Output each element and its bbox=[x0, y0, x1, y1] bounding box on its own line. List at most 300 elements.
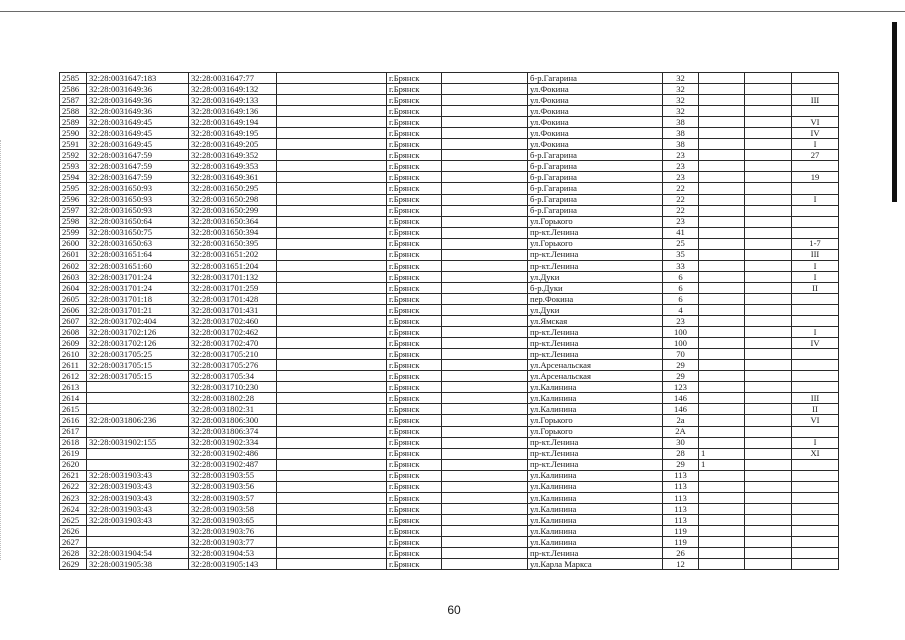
parent-cadastral-number: 32:28:0031651:60 bbox=[87, 260, 189, 271]
empty-cell bbox=[442, 227, 528, 238]
parent-cadastral-number: 32:28:0031650:93 bbox=[87, 183, 189, 194]
empty-cell bbox=[745, 481, 792, 492]
row-number: 2625 bbox=[60, 514, 87, 525]
street-cell: б-р.Гагарина bbox=[528, 194, 663, 205]
empty-cell bbox=[277, 459, 387, 470]
house-number-cell: 33 bbox=[663, 260, 699, 271]
parent-cadastral-number: 32:28:0031647:59 bbox=[87, 150, 189, 161]
empty-cell bbox=[442, 84, 528, 95]
empty-cell bbox=[277, 95, 387, 106]
building-cell bbox=[699, 393, 745, 404]
empty-cell bbox=[745, 95, 792, 106]
building-cell bbox=[699, 304, 745, 315]
building-cell bbox=[699, 481, 745, 492]
cadastral-number: 32:28:0031649:352 bbox=[189, 150, 277, 161]
cadastral-number: 32:28:0031903:57 bbox=[189, 492, 277, 503]
parent-cadastral-number: 32:28:0031649:36 bbox=[87, 106, 189, 117]
city-cell: г.Брянск bbox=[387, 150, 442, 161]
parent-cadastral-number: 32:28:0031649:36 bbox=[87, 84, 189, 95]
city-cell: г.Брянск bbox=[387, 271, 442, 282]
row-number: 2599 bbox=[60, 227, 87, 238]
table-row bbox=[60, 316, 839, 327]
city-cell: г.Брянск bbox=[387, 249, 442, 260]
street-cell: ул.Ямская bbox=[528, 316, 663, 327]
premises-cell bbox=[792, 106, 839, 117]
street-cell: ул.Фокина bbox=[528, 84, 663, 95]
city-cell: г.Брянск bbox=[387, 95, 442, 106]
empty-cell bbox=[745, 139, 792, 150]
premises-cell: VI bbox=[792, 117, 839, 128]
empty-cell bbox=[442, 426, 528, 437]
street-cell: ул.Арсенальская bbox=[528, 360, 663, 371]
city-cell: г.Брянск bbox=[387, 349, 442, 360]
empty-cell bbox=[277, 349, 387, 360]
empty-cell bbox=[442, 117, 528, 128]
empty-cell bbox=[277, 338, 387, 349]
row-number: 2619 bbox=[60, 448, 87, 459]
empty-cell bbox=[277, 161, 387, 172]
parent-cadastral-number: 32:28:0031649:36 bbox=[87, 95, 189, 106]
premises-cell: 27 bbox=[792, 150, 839, 161]
city-cell: г.Брянск bbox=[387, 459, 442, 470]
premises-cell bbox=[792, 360, 839, 371]
street-cell: пр-кт.Ленина bbox=[528, 437, 663, 448]
premises-cell bbox=[792, 349, 839, 360]
table-row bbox=[60, 238, 839, 249]
row-number: 2590 bbox=[60, 128, 87, 139]
house-number-cell: 32 bbox=[663, 84, 699, 95]
building-cell bbox=[699, 316, 745, 327]
street-cell: ул.Арсенальская bbox=[528, 371, 663, 382]
empty-cell bbox=[277, 514, 387, 525]
premises-cell: III bbox=[792, 249, 839, 260]
parent-cadastral-number: 32:28:0031702:404 bbox=[87, 316, 189, 327]
street-cell: б-р.Гагарина bbox=[528, 73, 663, 84]
house-number-cell: 32 bbox=[663, 95, 699, 106]
empty-cell bbox=[442, 470, 528, 481]
empty-cell bbox=[442, 448, 528, 459]
empty-cell bbox=[745, 338, 792, 349]
building-cell bbox=[699, 548, 745, 559]
empty-cell bbox=[745, 514, 792, 525]
scan-edge-mark bbox=[892, 22, 897, 202]
city-cell: г.Брянск bbox=[387, 194, 442, 205]
building-cell bbox=[699, 382, 745, 393]
house-number-cell: 38 bbox=[663, 117, 699, 128]
empty-cell bbox=[442, 183, 528, 194]
city-cell: г.Брянск bbox=[387, 216, 442, 227]
row-number: 2598 bbox=[60, 216, 87, 227]
city-cell: г.Брянск bbox=[387, 525, 442, 536]
city-cell: г.Брянск bbox=[387, 360, 442, 371]
row-number: 2629 bbox=[60, 559, 87, 570]
empty-cell bbox=[277, 470, 387, 481]
parent-cadastral-number: 32:28:0031903:43 bbox=[87, 492, 189, 503]
table-row bbox=[60, 139, 839, 150]
building-cell bbox=[699, 437, 745, 448]
street-cell: ул.Калинина bbox=[528, 514, 663, 525]
building-cell bbox=[699, 73, 745, 84]
empty-cell bbox=[442, 150, 528, 161]
cadastral-number: 32:28:0031647:77 bbox=[189, 73, 277, 84]
empty-cell bbox=[442, 293, 528, 304]
city-cell: г.Брянск bbox=[387, 293, 442, 304]
street-cell: б-р.Гагарина bbox=[528, 161, 663, 172]
empty-cell bbox=[745, 382, 792, 393]
city-cell: г.Брянск bbox=[387, 481, 442, 492]
cadastral-number: 32:28:0031650:394 bbox=[189, 227, 277, 238]
empty-cell bbox=[745, 172, 792, 183]
city-cell: г.Брянск bbox=[387, 536, 442, 547]
page-number: 60 bbox=[447, 603, 461, 617]
row-number: 2592 bbox=[60, 150, 87, 161]
house-number-cell: 6 bbox=[663, 271, 699, 282]
table-row bbox=[60, 503, 839, 514]
empty-cell bbox=[442, 172, 528, 183]
premises-cell: I bbox=[792, 327, 839, 338]
house-number-cell: 32 bbox=[663, 106, 699, 117]
premises-cell: I bbox=[792, 271, 839, 282]
street-cell: ул.Фокина bbox=[528, 117, 663, 128]
empty-cell bbox=[277, 249, 387, 260]
city-cell: г.Брянск bbox=[387, 238, 442, 249]
empty-cell bbox=[745, 448, 792, 459]
empty-cell bbox=[442, 492, 528, 503]
street-cell: ул.Калинина bbox=[528, 503, 663, 514]
city-cell: г.Брянск bbox=[387, 426, 442, 437]
table-row bbox=[60, 271, 839, 282]
cadastral-number: 32:28:0031702:460 bbox=[189, 316, 277, 327]
cadastral-number: 32:28:0031701:259 bbox=[189, 282, 277, 293]
city-cell: г.Брянск bbox=[387, 139, 442, 150]
house-number-cell: 6 bbox=[663, 293, 699, 304]
empty-cell bbox=[442, 106, 528, 117]
row-number: 2608 bbox=[60, 327, 87, 338]
premises-cell bbox=[792, 183, 839, 194]
parent-cadastral-number: 32:28:0031650:64 bbox=[87, 216, 189, 227]
street-cell: ул.Дуки bbox=[528, 304, 663, 315]
premises-cell bbox=[792, 84, 839, 95]
house-number-cell: 23 bbox=[663, 161, 699, 172]
empty-cell bbox=[745, 183, 792, 194]
house-number-cell: 113 bbox=[663, 514, 699, 525]
city-cell: г.Брянск bbox=[387, 183, 442, 194]
street-cell: б-р.Гагарина bbox=[528, 205, 663, 216]
building-cell bbox=[699, 525, 745, 536]
empty-cell bbox=[277, 227, 387, 238]
premises-cell bbox=[792, 205, 839, 216]
empty-cell bbox=[442, 371, 528, 382]
cadastral-number: 32:28:0031903:76 bbox=[189, 525, 277, 536]
row-number: 2586 bbox=[60, 84, 87, 95]
street-cell: ул.Карла Маркса bbox=[528, 559, 663, 570]
premises-cell: XI bbox=[792, 448, 839, 459]
empty-cell bbox=[745, 84, 792, 95]
street-cell: ул.Калинина bbox=[528, 393, 663, 404]
empty-cell bbox=[745, 349, 792, 360]
table-row bbox=[60, 470, 839, 481]
house-number-cell: 146 bbox=[663, 393, 699, 404]
empty-cell bbox=[277, 128, 387, 139]
empty-cell bbox=[277, 393, 387, 404]
house-number-cell: 6 bbox=[663, 282, 699, 293]
street-cell: ул.Калинина bbox=[528, 536, 663, 547]
building-cell bbox=[699, 470, 745, 481]
house-number-cell: 35 bbox=[663, 249, 699, 260]
empty-cell bbox=[277, 150, 387, 161]
street-cell: ул.Горького bbox=[528, 216, 663, 227]
scan-left-edge bbox=[0, 140, 3, 560]
cadastral-number: 32:28:0031650:395 bbox=[189, 238, 277, 249]
house-number-cell: 23 bbox=[663, 216, 699, 227]
building-cell bbox=[699, 327, 745, 338]
empty-cell bbox=[745, 548, 792, 559]
street-cell: пр-кт.Ленина bbox=[528, 227, 663, 238]
house-number-cell: 22 bbox=[663, 194, 699, 205]
empty-cell bbox=[745, 371, 792, 382]
city-cell: г.Брянск bbox=[387, 382, 442, 393]
street-cell: ул.Калинина bbox=[528, 404, 663, 415]
table-row bbox=[60, 282, 839, 293]
premises-cell: 1-7 bbox=[792, 238, 839, 249]
table-row bbox=[60, 106, 839, 117]
row-number: 2621 bbox=[60, 470, 87, 481]
cadastral-number: 32:28:0031701:428 bbox=[189, 293, 277, 304]
premises-cell: II bbox=[792, 282, 839, 293]
empty-cell bbox=[442, 415, 528, 426]
cadastral-number: 32:28:0031806:300 bbox=[189, 415, 277, 426]
empty-cell bbox=[745, 459, 792, 470]
city-cell: г.Брянск bbox=[387, 327, 442, 338]
building-cell: 1 bbox=[699, 459, 745, 470]
city-cell: г.Брянск bbox=[387, 404, 442, 415]
cadastral-number: 32:28:0031649:195 bbox=[189, 128, 277, 139]
empty-cell bbox=[745, 316, 792, 327]
building-cell bbox=[699, 172, 745, 183]
row-number: 2603 bbox=[60, 271, 87, 282]
building-cell bbox=[699, 84, 745, 95]
empty-cell bbox=[442, 282, 528, 293]
table-row bbox=[60, 304, 839, 315]
house-number-cell: 113 bbox=[663, 492, 699, 503]
table-row bbox=[60, 349, 839, 360]
table-row bbox=[60, 514, 839, 525]
city-cell: г.Брянск bbox=[387, 559, 442, 570]
house-number-cell: 29 bbox=[663, 360, 699, 371]
empty-cell bbox=[745, 117, 792, 128]
empty-cell bbox=[442, 260, 528, 271]
row-number: 2626 bbox=[60, 525, 87, 536]
house-number-cell: 26 bbox=[663, 548, 699, 559]
house-number-cell: 29 bbox=[663, 459, 699, 470]
building-cell bbox=[699, 139, 745, 150]
parent-cadastral-number: 32:28:0031903:43 bbox=[87, 503, 189, 514]
empty-cell bbox=[442, 349, 528, 360]
cadastral-number: 32:28:0031649:361 bbox=[189, 172, 277, 183]
house-number-cell: 29 bbox=[663, 371, 699, 382]
parent-cadastral-number bbox=[87, 536, 189, 547]
street-cell: пр-кт.Ленина bbox=[528, 249, 663, 260]
row-number: 2602 bbox=[60, 260, 87, 271]
table-row bbox=[60, 548, 839, 559]
city-cell: г.Брянск bbox=[387, 393, 442, 404]
empty-cell bbox=[745, 205, 792, 216]
register-rows bbox=[60, 73, 839, 570]
empty-cell bbox=[745, 194, 792, 205]
house-number-cell: 113 bbox=[663, 481, 699, 492]
premises-cell bbox=[792, 216, 839, 227]
cadastral-number: 32:28:0031903:58 bbox=[189, 503, 277, 514]
empty-cell bbox=[442, 271, 528, 282]
row-number: 2593 bbox=[60, 161, 87, 172]
city-cell: г.Брянск bbox=[387, 282, 442, 293]
empty-cell bbox=[277, 382, 387, 393]
cadastral-number: 32:28:0031903:65 bbox=[189, 514, 277, 525]
empty-cell bbox=[745, 393, 792, 404]
cadastral-number: 32:28:0031649:133 bbox=[189, 95, 277, 106]
premises-cell: IV bbox=[792, 338, 839, 349]
premises-cell: VI bbox=[792, 415, 839, 426]
empty-cell bbox=[277, 316, 387, 327]
empty-cell bbox=[745, 525, 792, 536]
building-cell bbox=[699, 260, 745, 271]
empty-cell bbox=[277, 106, 387, 117]
cadastral-number: 32:28:0031649:136 bbox=[189, 106, 277, 117]
empty-cell bbox=[442, 437, 528, 448]
cadastral-number: 32:28:0031802:31 bbox=[189, 404, 277, 415]
cadastral-number: 32:28:0031902:487 bbox=[189, 459, 277, 470]
parent-cadastral-number: 32:28:0031701:24 bbox=[87, 271, 189, 282]
parent-cadastral-number: 32:28:0031905:38 bbox=[87, 559, 189, 570]
empty-cell bbox=[277, 304, 387, 315]
empty-cell bbox=[277, 559, 387, 570]
empty-cell bbox=[277, 548, 387, 559]
house-number-cell: 38 bbox=[663, 139, 699, 150]
street-cell: ул.Калинина bbox=[528, 382, 663, 393]
empty-cell bbox=[277, 260, 387, 271]
table-row bbox=[60, 95, 839, 106]
cadastral-number: 32:28:0031702:462 bbox=[189, 327, 277, 338]
cadastral-number: 32:28:0031802:28 bbox=[189, 393, 277, 404]
row-number: 2612 bbox=[60, 371, 87, 382]
house-number-cell: 123 bbox=[663, 382, 699, 393]
city-cell: г.Брянск bbox=[387, 514, 442, 525]
street-cell: ул.Калинина bbox=[528, 525, 663, 536]
cadastral-number: 32:28:0031902:486 bbox=[189, 448, 277, 459]
parent-cadastral-number: 32:28:0031705:15 bbox=[87, 360, 189, 371]
empty-cell bbox=[277, 536, 387, 547]
street-cell: ул.Горького bbox=[528, 238, 663, 249]
building-cell: 1 bbox=[699, 448, 745, 459]
row-number: 2613 bbox=[60, 382, 87, 393]
street-cell: ул.Фокина bbox=[528, 128, 663, 139]
house-number-cell: 25 bbox=[663, 238, 699, 249]
city-cell: г.Брянск bbox=[387, 172, 442, 183]
building-cell bbox=[699, 205, 745, 216]
parent-cadastral-number bbox=[87, 426, 189, 437]
table-row bbox=[60, 227, 839, 238]
cadastral-number: 32:28:0031651:202 bbox=[189, 249, 277, 260]
premises-cell bbox=[792, 73, 839, 84]
table-row bbox=[60, 161, 839, 172]
empty-cell bbox=[277, 327, 387, 338]
city-cell: г.Брянск bbox=[387, 437, 442, 448]
cadastral-number: 32:28:0031701:431 bbox=[189, 304, 277, 315]
parent-cadastral-number: 32:28:0031647:59 bbox=[87, 172, 189, 183]
empty-cell bbox=[442, 249, 528, 260]
building-cell bbox=[699, 426, 745, 437]
parent-cadastral-number bbox=[87, 448, 189, 459]
building-cell bbox=[699, 360, 745, 371]
cadastral-number: 32:28:0031806:374 bbox=[189, 426, 277, 437]
table-row bbox=[60, 492, 839, 503]
empty-cell bbox=[277, 293, 387, 304]
row-number: 2627 bbox=[60, 536, 87, 547]
premises-cell bbox=[792, 559, 839, 570]
street-cell: ул.Фокина bbox=[528, 106, 663, 117]
house-number-cell: 113 bbox=[663, 503, 699, 514]
city-cell: г.Брянск bbox=[387, 316, 442, 327]
parent-cadastral-number: 32:28:0031647:59 bbox=[87, 161, 189, 172]
house-number-cell: 119 bbox=[663, 536, 699, 547]
cadastral-number: 32:28:0031710:230 bbox=[189, 382, 277, 393]
parent-cadastral-number: 32:28:0031702:126 bbox=[87, 327, 189, 338]
building-cell bbox=[699, 106, 745, 117]
parent-cadastral-number: 32:28:0031649:45 bbox=[87, 117, 189, 128]
row-number: 2615 bbox=[60, 404, 87, 415]
table-row bbox=[60, 448, 839, 459]
parent-cadastral-number: 32:28:0031647:183 bbox=[87, 73, 189, 84]
row-number: 2600 bbox=[60, 238, 87, 249]
table-row bbox=[60, 194, 839, 205]
row-number: 2589 bbox=[60, 117, 87, 128]
cadastral-number: 32:28:0031649:194 bbox=[189, 117, 277, 128]
empty-cell bbox=[277, 426, 387, 437]
premises-cell: 19 bbox=[792, 172, 839, 183]
empty-cell bbox=[745, 503, 792, 514]
house-number-cell: 30 bbox=[663, 437, 699, 448]
premises-cell: I bbox=[792, 260, 839, 271]
house-number-cell: 100 bbox=[663, 338, 699, 349]
cadastral-number: 32:28:0031650:364 bbox=[189, 216, 277, 227]
row-number: 2607 bbox=[60, 316, 87, 327]
table-row bbox=[60, 338, 839, 349]
table-row bbox=[60, 260, 839, 271]
empty-cell bbox=[745, 128, 792, 139]
table-row bbox=[60, 183, 839, 194]
row-number: 2614 bbox=[60, 393, 87, 404]
building-cell bbox=[699, 95, 745, 106]
empty-cell bbox=[442, 194, 528, 205]
empty-cell bbox=[277, 84, 387, 95]
empty-cell bbox=[442, 360, 528, 371]
street-cell: пр-кт.Ленина bbox=[528, 459, 663, 470]
empty-cell bbox=[277, 194, 387, 205]
house-number-cell: 22 bbox=[663, 205, 699, 216]
parent-cadastral-number: 32:28:0031705:15 bbox=[87, 371, 189, 382]
empty-cell bbox=[442, 548, 528, 559]
table-row bbox=[60, 415, 839, 426]
parent-cadastral-number: 32:28:0031649:45 bbox=[87, 139, 189, 150]
table-row bbox=[60, 84, 839, 95]
page-top-rule bbox=[0, 11, 905, 12]
empty-cell bbox=[745, 437, 792, 448]
row-number: 2616 bbox=[60, 415, 87, 426]
street-cell: ул.Фокина bbox=[528, 139, 663, 150]
parent-cadastral-number: 32:28:0031806:236 bbox=[87, 415, 189, 426]
empty-cell bbox=[442, 404, 528, 415]
row-number: 2588 bbox=[60, 106, 87, 117]
